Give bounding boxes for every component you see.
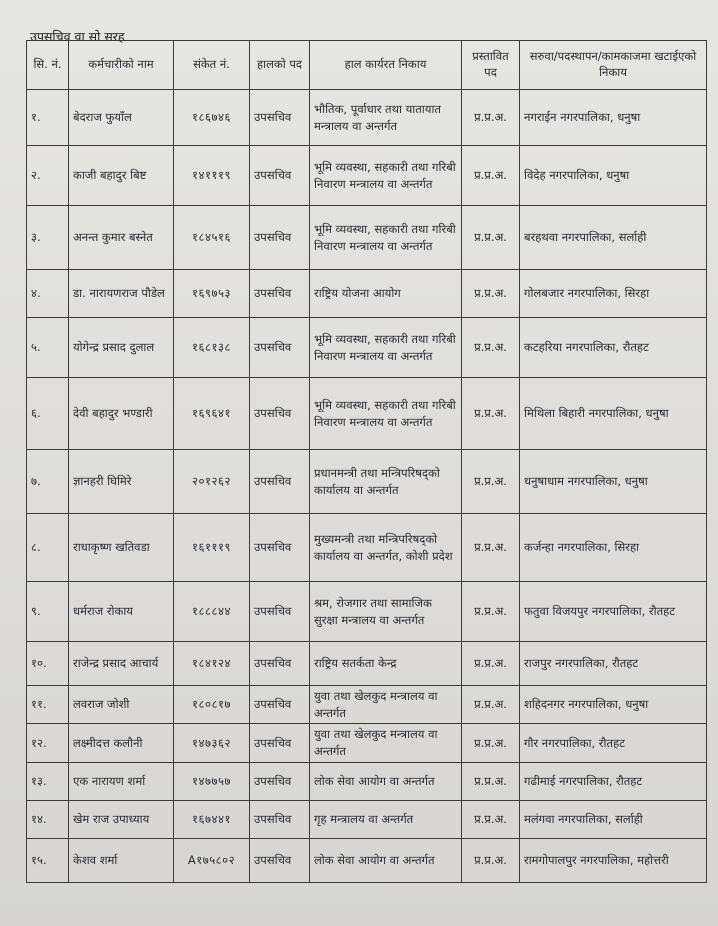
row-destination: गोलबजार नगरपालिका, सिरहा bbox=[520, 270, 707, 318]
transfer-table bbox=[26, 40, 707, 883]
row-sn: ८. bbox=[27, 514, 69, 582]
row-post: उपसचिव bbox=[250, 686, 310, 724]
row-post: उपसचिव bbox=[250, 724, 310, 762]
row-sn: ६. bbox=[27, 378, 69, 450]
row-office: मुख्यमन्त्री तथा मन्त्रिपरिषद्को कार्यालय वा अन्तर्गत, कोशी प्रदेश bbox=[310, 514, 462, 582]
table-row bbox=[27, 800, 707, 838]
row-post: उपसचिव bbox=[250, 90, 310, 146]
row-symbol: १४७३६२ bbox=[174, 724, 250, 762]
row-proposed-post: प्र.प्र.अ. bbox=[462, 762, 520, 800]
row-destination: धनुषाधाम नगरपालिका, धनुषा bbox=[520, 450, 707, 514]
row-sn: ३. bbox=[27, 206, 69, 270]
table-row bbox=[27, 450, 707, 514]
row-post: उपसचिव bbox=[250, 762, 310, 800]
header-destination: सरुवा/पदस्थापन/कामकाजमा खटाईएको निकाय bbox=[520, 41, 707, 90]
row-office: भूमि व्यवस्था, सहकारी तथा गरिबी निवारण मन्त्रालय वा अन्तर्गत bbox=[310, 206, 462, 270]
row-name: केशव शर्मा bbox=[69, 838, 174, 882]
table-row bbox=[27, 270, 707, 318]
row-proposed-post: प्र.प्र.अ. bbox=[462, 724, 520, 762]
row-name: राधाकृष्ण खतिवडा bbox=[69, 514, 174, 582]
row-symbol: १८६७४६ bbox=[174, 90, 250, 146]
row-name: अनन्त कुमार बस्नेत bbox=[69, 206, 174, 270]
row-name: डा. नारायणराज पौडेल bbox=[69, 270, 174, 318]
table-row bbox=[27, 90, 707, 146]
row-symbol: २०१२६२ bbox=[174, 450, 250, 514]
row-name: राजेन्द्र प्रसाद आचार्य bbox=[69, 642, 174, 686]
table-row bbox=[27, 206, 707, 270]
row-office: प्रधानमन्त्री तथा मन्त्रिपरिषद्को कार्यालय वा अन्तर्गत bbox=[310, 450, 462, 514]
row-office: भूमि व्यवस्था, सहकारी तथा गरिबी निवारण मन्त्रालय वा अन्तर्गत bbox=[310, 146, 462, 206]
row-sn: १५. bbox=[27, 838, 69, 882]
row-symbol: १६९६४१ bbox=[174, 378, 250, 450]
row-name: लक्ष्मीदत्त कलौनी bbox=[69, 724, 174, 762]
row-symbol: १८८८४४ bbox=[174, 582, 250, 642]
row-sn: ४. bbox=[27, 270, 69, 318]
table-row bbox=[27, 582, 707, 642]
row-office: युवा तथा खेलकुद मन्त्रालय वा अन्तर्गत bbox=[310, 686, 462, 724]
row-symbol: १८०८१७ bbox=[174, 686, 250, 724]
row-proposed-post: प्र.प्र.अ. bbox=[462, 206, 520, 270]
table-row bbox=[27, 146, 707, 206]
header-current-post: हालको पद bbox=[250, 41, 310, 90]
table-header-row bbox=[27, 41, 707, 90]
table-body bbox=[27, 90, 707, 883]
row-office: युवा तथा खेलकुद मन्त्रालय वा अन्तर्गत bbox=[310, 724, 462, 762]
row-destination: गौर नगरपालिका, रौतहट bbox=[520, 724, 707, 762]
row-office: भूमि व्यवस्था, सहकारी तथा गरिबी निवारण मन्त्रालय वा अन्तर्गत bbox=[310, 318, 462, 378]
row-name: काजी बहादुर बिष्ट bbox=[69, 146, 174, 206]
row-symbol: १८४५१६ bbox=[174, 206, 250, 270]
row-destination: नगराईन नगरपालिका, धनुषा bbox=[520, 90, 707, 146]
row-sn: १२. bbox=[27, 724, 69, 762]
row-symbol: १४१११९ bbox=[174, 146, 250, 206]
row-post: उपसचिव bbox=[250, 514, 310, 582]
row-post: उपसचिव bbox=[250, 206, 310, 270]
row-destination: विदेह नगरपालिका, धनुषा bbox=[520, 146, 707, 206]
row-destination: कर्जन्हा नगरपालिका, सिरहा bbox=[520, 514, 707, 582]
header-proposed-post: प्रस्तावित पद bbox=[462, 41, 520, 90]
table-row bbox=[27, 642, 707, 686]
row-name: देवी बहादुर भण्डारी bbox=[69, 378, 174, 450]
row-post: उपसचिव bbox=[250, 800, 310, 838]
row-sn: १४. bbox=[27, 800, 69, 838]
row-sn: २. bbox=[27, 146, 69, 206]
row-name: योगेन्द्र प्रसाद दुलाल bbox=[69, 318, 174, 378]
header-symbol: संकेत नं. bbox=[174, 41, 250, 90]
row-sn: १३. bbox=[27, 762, 69, 800]
row-destination: गढीमाई नगरपालिका, रौतहट bbox=[520, 762, 707, 800]
row-proposed-post: प्र.प्र.अ. bbox=[462, 838, 520, 882]
row-name: ज्ञानहरी घिमिरे bbox=[69, 450, 174, 514]
row-sn: ७. bbox=[27, 450, 69, 514]
header-name: कर्मचारीको नाम bbox=[69, 41, 174, 90]
section-heading: उपसचिव वा सो सरह bbox=[30, 29, 125, 44]
row-destination: कटहरिया नगरपालिका, रौतहट bbox=[520, 318, 707, 378]
row-post: उपसचिव bbox=[250, 582, 310, 642]
row-destination: राजपुर नगरपालिका, रौतहट bbox=[520, 642, 707, 686]
row-post: उपसचिव bbox=[250, 378, 310, 450]
row-symbol: १८४१२४ bbox=[174, 642, 250, 686]
row-sn: ११. bbox=[27, 686, 69, 724]
header-sn: सि. नं. bbox=[27, 41, 69, 90]
row-symbol: A१७५८०२ bbox=[174, 838, 250, 882]
row-post: उपसचिव bbox=[250, 318, 310, 378]
row-post: उपसचिव bbox=[250, 146, 310, 206]
row-proposed-post: प्र.प्र.अ. bbox=[462, 90, 520, 146]
row-proposed-post: प्र.प्र.अ. bbox=[462, 450, 520, 514]
row-proposed-post: प्र.प्र.अ. bbox=[462, 146, 520, 206]
row-office: राष्ट्रिय सतर्कता केन्द्र bbox=[310, 642, 462, 686]
row-proposed-post: प्र.प्र.अ. bbox=[462, 800, 520, 838]
row-sn: १०. bbox=[27, 642, 69, 686]
row-name: लवराज जोशी bbox=[69, 686, 174, 724]
row-name: बेदराज फुयाँल bbox=[69, 90, 174, 146]
row-destination: फतुवा विजयपुर नगरपालिका, रौतहट bbox=[520, 582, 707, 642]
table-row bbox=[27, 838, 707, 882]
row-symbol: १६१११९ bbox=[174, 514, 250, 582]
row-sn: १. bbox=[27, 90, 69, 146]
row-post: उपसचिव bbox=[250, 642, 310, 686]
row-sn: ९. bbox=[27, 582, 69, 642]
row-symbol: १६८१३८ bbox=[174, 318, 250, 378]
row-destination: मिथिला बिहारी नगरपालिका, धनुषा bbox=[520, 378, 707, 450]
row-proposed-post: प्र.प्र.अ. bbox=[462, 514, 520, 582]
table-row bbox=[27, 724, 707, 762]
row-sn: ५. bbox=[27, 318, 69, 378]
row-name: धर्मराज रोकाय bbox=[69, 582, 174, 642]
row-office: भूमि व्यवस्था, सहकारी तथा गरिबी निवारण मन्त्रालय वा अन्तर्गत bbox=[310, 378, 462, 450]
row-destination: मलंगवा नगरपालिका, सर्लाही bbox=[520, 800, 707, 838]
row-name: एक नारायण शर्मा bbox=[69, 762, 174, 800]
row-office: श्रम, रोजगार तथा सामाजिक सुरक्षा मन्त्रालय वा अन्तर्गत bbox=[310, 582, 462, 642]
row-proposed-post: प्र.प्र.अ. bbox=[462, 642, 520, 686]
header-current-office: हाल कार्यरत निकाय bbox=[310, 41, 462, 90]
row-proposed-post: प्र.प्र.अ. bbox=[462, 686, 520, 724]
row-proposed-post: प्र.प्र.अ. bbox=[462, 270, 520, 318]
row-destination: रामगोपालपुर नगरपालिका, महोत्तरी bbox=[520, 838, 707, 882]
row-symbol: १६७४४१ bbox=[174, 800, 250, 838]
row-destination: शहिदनगर नगरपालिका, धनुषा bbox=[520, 686, 707, 724]
row-office: लोक सेवा आयोग वा अन्तर्गत bbox=[310, 762, 462, 800]
row-proposed-post: प्र.प्र.अ. bbox=[462, 582, 520, 642]
row-destination: बरहथवा नगरपालिका, सर्लाही bbox=[520, 206, 707, 270]
row-post: उपसचिव bbox=[250, 270, 310, 318]
row-symbol: १४७७५७ bbox=[174, 762, 250, 800]
row-name: खेम राज उपाध्याय bbox=[69, 800, 174, 838]
row-post: उपसचिव bbox=[250, 450, 310, 514]
row-proposed-post: प्र.प्र.अ. bbox=[462, 318, 520, 378]
row-post: उपसचिव bbox=[250, 838, 310, 882]
row-office: भौतिक, पूर्वाधार तथा यातायात मन्त्रालय वा अन्तर्गत bbox=[310, 90, 462, 146]
table-row bbox=[27, 762, 707, 800]
table-row bbox=[27, 318, 707, 378]
row-symbol: १६९७५३ bbox=[174, 270, 250, 318]
table-row bbox=[27, 686, 707, 724]
row-proposed-post: प्र.प्र.अ. bbox=[462, 378, 520, 450]
row-office: गृह मन्त्रालय वा अन्तर्गत bbox=[310, 800, 462, 838]
table-row bbox=[27, 378, 707, 450]
row-office: लोक सेवा आयोग वा अन्तर्गत bbox=[310, 838, 462, 882]
table-row bbox=[27, 514, 707, 582]
row-office: राष्ट्रिय योजना आयोग bbox=[310, 270, 462, 318]
